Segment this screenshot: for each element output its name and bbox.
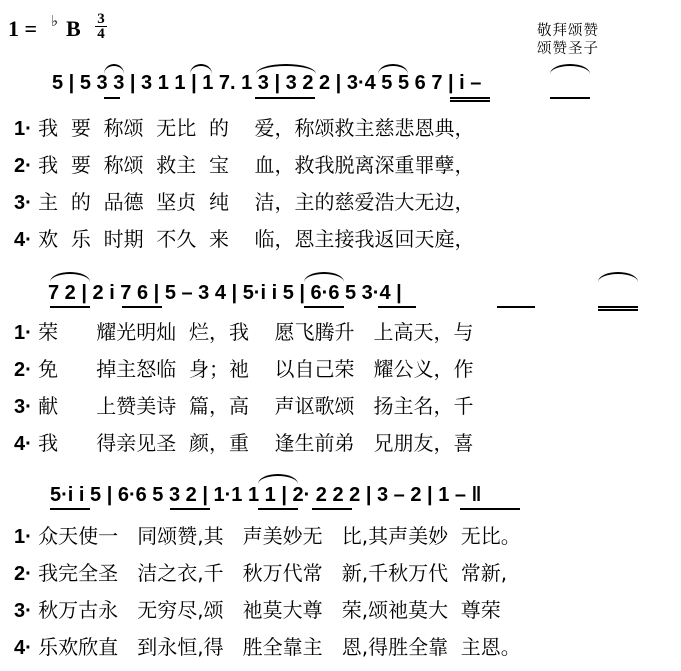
time-bottom: 4 <box>97 26 105 42</box>
credit-line: 颂赞圣子 <box>537 41 599 57</box>
lyric-line: 1· 荣 耀光明灿 烂，我 愿飞腾升 上高天，与 <box>14 320 474 344</box>
lyric-line: 2· 我 要 称颂 救主 宝 血，救我脱离深重罪孽， <box>14 153 475 177</box>
staff-notation: 7 2 | 2 i 7 6 | 5 – 3 4 | 5·i i 5 | 6·6 5 3·4 | <box>48 282 402 304</box>
time-top: 3 <box>97 11 105 27</box>
lyric-line: 3· 献 上赞美诗 篇，高 声讴歌颂 扬主名，千 <box>14 394 474 418</box>
lyric-line: 3· 主 的 品德 坚贞 纯 洁，主的慈爱浩大无边， <box>14 190 475 214</box>
lyric-line: 3· 秋万古永 无穷尽,颂 祂莫大尊 荣,颂祂莫大 尊荣 <box>14 598 501 622</box>
time-signature <box>94 12 108 41</box>
flat-sign: ♭ <box>51 14 59 30</box>
lyric-line: 2· 免 掉主怒临 身；祂 以自己荣 耀公义，作 <box>14 357 474 381</box>
staff-notation: 5 | 5 3 3 | 3 1 1 | 1 7. 1 3 | 3 2 2 | 3·4 5 5 6 7 | i – <box>52 72 482 94</box>
lyric-line: 4· 乐欢欣直 到永恒,得 胜全靠主 恩,得胜全靠 主恩。 <box>14 635 521 659</box>
lyric-line: 1· 众天使一 同颂赞,其 声美妙无 比,其声美妙 无比。 <box>14 524 521 548</box>
key-letter: B <box>66 16 81 41</box>
lyric-line: 4· 我 得亲见圣 颜，重 逢生前弟 兄朋友，喜 <box>14 431 474 455</box>
lyric-line: 2· 我完全圣 洁之衣,千 秋万代常 新,千秋万代 常新, <box>14 561 508 585</box>
staff-notation: 5·i i 5 | 6·6 5 3 2 | 1·1 1 1 | 2· 2 2 2 | 3 – 2 | 1 – ‖ <box>50 484 482 506</box>
credit-line: 敬拜颂赞 <box>537 23 599 39</box>
lyric-line: 1· 我 要 称颂 无比 的 爱，称颂救主慈悲恩典， <box>14 116 475 140</box>
lyric-line: 4· 欢 乐 时期 不久 来 临，恩主接我返回天庭， <box>14 227 475 251</box>
key-prefix: 1 = <box>8 16 38 41</box>
credit-block <box>537 22 599 58</box>
